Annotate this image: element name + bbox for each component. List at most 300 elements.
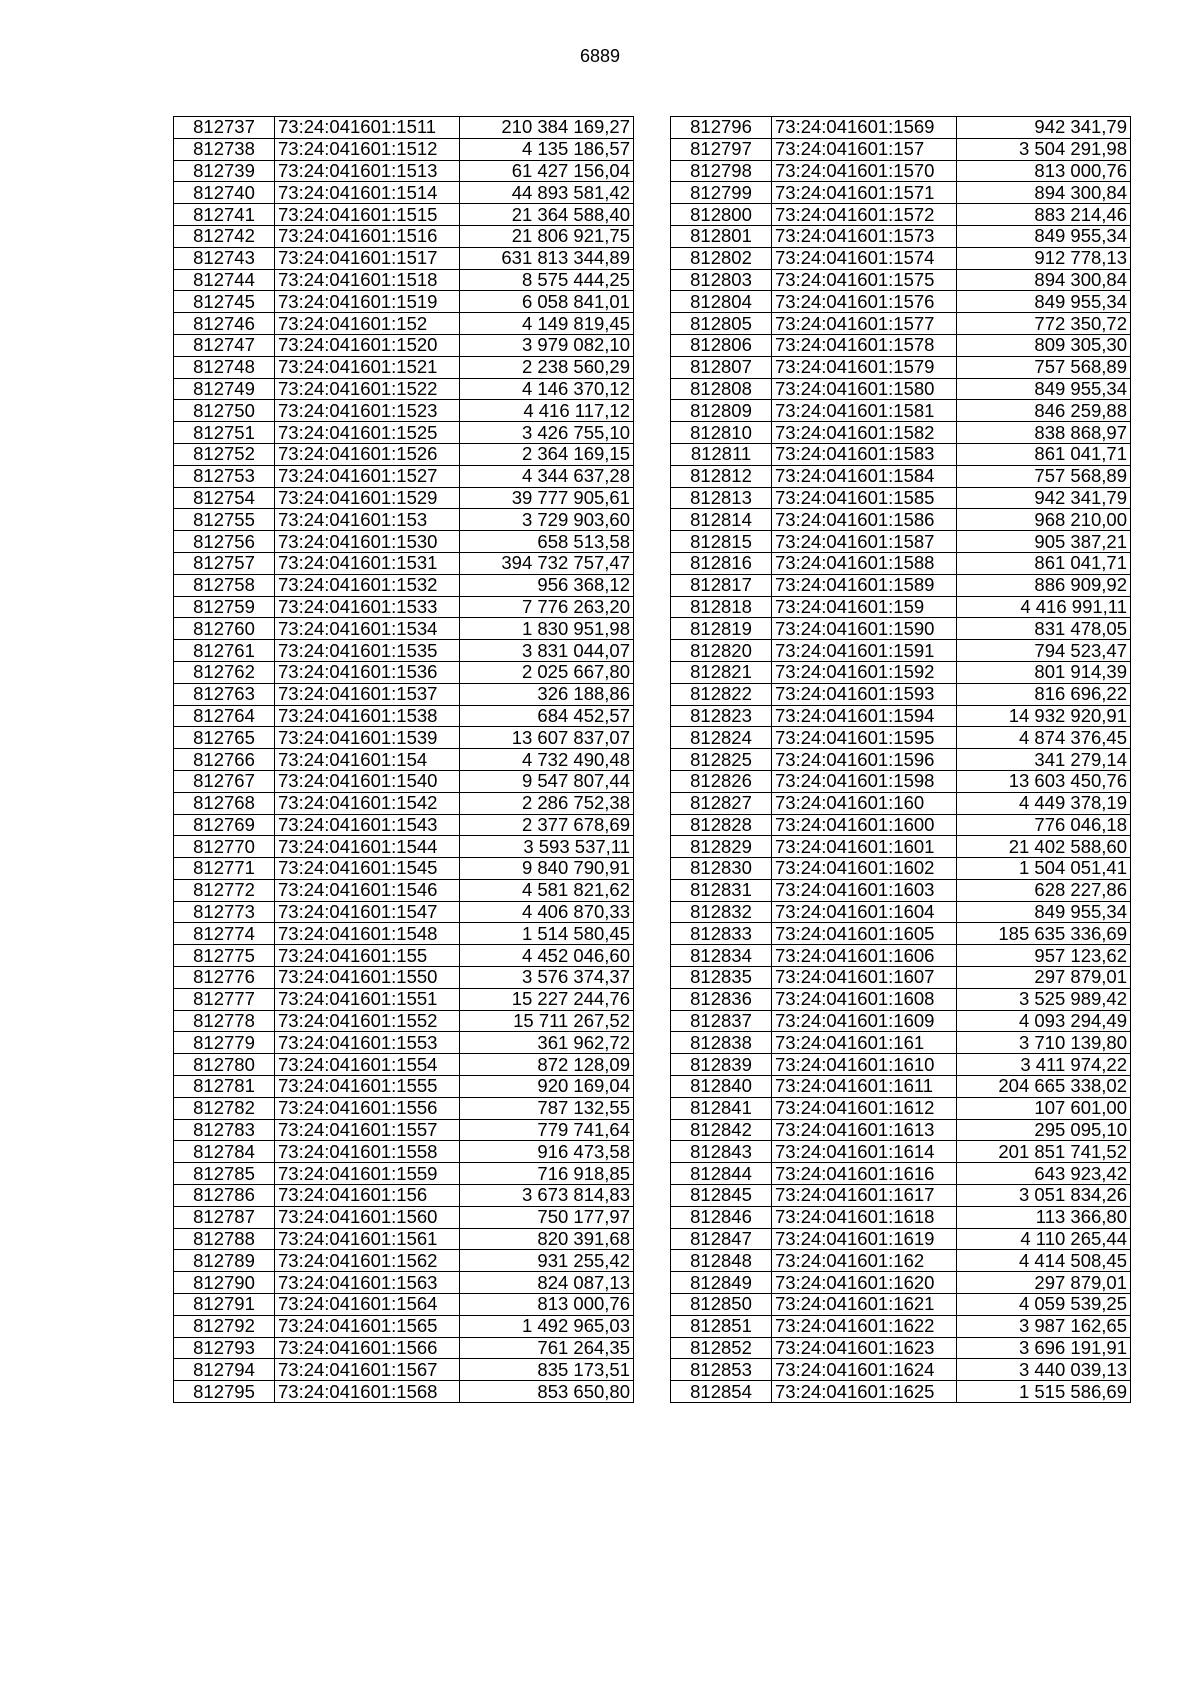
cadastral-number-cell: 73:24:041601:1623 (772, 1337, 957, 1359)
value-cell: 1 492 965,03 (460, 1315, 634, 1337)
value-cell: 846 259,88 (957, 400, 1131, 422)
table-row (174, 727, 634, 749)
value-cell: 210 384 169,27 (460, 117, 634, 139)
cadastral-number-cell: 73:24:041601:1552 (275, 1010, 460, 1032)
cadastral-number-cell: 73:24:041601:1589 (772, 574, 957, 596)
cadastral-number-cell: 73:24:041601:1603 (772, 879, 957, 901)
row-number-cell: 812765 (174, 727, 275, 749)
table-row (174, 531, 634, 553)
row-number-cell: 812763 (174, 683, 275, 705)
value-cell: 942 341,79 (957, 487, 1131, 509)
table-row (174, 1206, 634, 1228)
row-number-cell: 812850 (671, 1294, 772, 1316)
value-cell: 3 440 039,13 (957, 1359, 1131, 1381)
row-number-cell: 812808 (671, 378, 772, 400)
table-row (174, 443, 634, 465)
table-row (671, 1032, 1131, 1054)
value-cell: 894 300,84 (957, 182, 1131, 204)
table-row (671, 509, 1131, 531)
row-number-cell: 812815 (671, 531, 772, 553)
table-row (671, 792, 1131, 814)
value-cell: 931 255,42 (460, 1250, 634, 1272)
table-row (671, 1054, 1131, 1076)
cadastral-number-cell: 73:24:041601:1587 (772, 531, 957, 553)
row-number-cell: 812757 (174, 552, 275, 574)
value-cell: 4 149 819,45 (460, 313, 634, 335)
value-cell: 2 238 560,29 (460, 356, 634, 378)
row-number-cell: 812800 (671, 204, 772, 226)
row-number-cell: 812818 (671, 596, 772, 618)
cadastral-number-cell: 73:24:041601:1604 (772, 901, 957, 923)
table-row (174, 1228, 634, 1250)
table-row (671, 1141, 1131, 1163)
row-number-cell: 812803 (671, 269, 772, 291)
row-number-cell: 812810 (671, 422, 772, 444)
row-number-cell: 812737 (174, 117, 275, 139)
cadastral-number-cell: 73:24:041601:1522 (275, 378, 460, 400)
row-number-cell: 812794 (174, 1359, 275, 1381)
value-cell: 861 041,71 (957, 552, 1131, 574)
table-row (174, 879, 634, 901)
cadastral-number-cell: 73:24:041601:1614 (772, 1141, 957, 1163)
cadastral-number-cell: 73:24:041601:1562 (275, 1250, 460, 1272)
row-number-cell: 812838 (671, 1032, 772, 1054)
table-row (174, 923, 634, 945)
row-number-cell: 812758 (174, 574, 275, 596)
value-cell: 107 601,00 (957, 1097, 1131, 1119)
table-row (671, 640, 1131, 662)
value-cell: 4 059 539,25 (957, 1294, 1131, 1316)
cadastral-number-cell: 73:24:041601:1565 (275, 1315, 460, 1337)
cadastral-number-cell: 73:24:041601:1600 (772, 814, 957, 836)
value-cell: 3 979 082,10 (460, 334, 634, 356)
cadastral-number-cell: 73:24:041601:1619 (772, 1228, 957, 1250)
row-number-cell: 812854 (671, 1381, 772, 1403)
row-number-cell: 812846 (671, 1206, 772, 1228)
row-number-cell: 812811 (671, 443, 772, 465)
value-cell: 4 344 637,28 (460, 465, 634, 487)
table-row (671, 443, 1131, 465)
value-cell: 776 046,18 (957, 814, 1131, 836)
row-number-cell: 812787 (174, 1206, 275, 1228)
table-row (174, 1054, 634, 1076)
row-number-cell: 812769 (174, 814, 275, 836)
right-table (670, 116, 1131, 1403)
table-row (671, 988, 1131, 1010)
table-row (671, 334, 1131, 356)
table-row (174, 1097, 634, 1119)
row-number-cell: 812847 (671, 1228, 772, 1250)
row-number-cell: 812778 (174, 1010, 275, 1032)
row-number-cell: 812844 (671, 1163, 772, 1185)
cadastral-number-cell: 73:24:041601:1591 (772, 640, 957, 662)
table-row (671, 596, 1131, 618)
value-cell: 13 607 837,07 (460, 727, 634, 749)
value-cell: 3 576 374,37 (460, 967, 634, 989)
table-row (174, 378, 634, 400)
table-row (671, 1337, 1131, 1359)
cadastral-number-cell: 73:24:041601:1546 (275, 879, 460, 901)
row-number-cell: 812780 (174, 1054, 275, 1076)
table-row (671, 313, 1131, 335)
value-cell: 853 650,80 (460, 1381, 634, 1403)
table-row (671, 291, 1131, 313)
value-cell: 968 210,00 (957, 509, 1131, 531)
cadastral-number-cell: 73:24:041601:1542 (275, 792, 460, 814)
value-cell: 809 305,30 (957, 334, 1131, 356)
cadastral-number-cell: 73:24:041601:1590 (772, 618, 957, 640)
table-row (174, 967, 634, 989)
table-row (671, 204, 1131, 226)
table-row (671, 967, 1131, 989)
value-cell: 4 135 186,57 (460, 138, 634, 160)
value-cell: 849 955,34 (957, 378, 1131, 400)
row-number-cell: 812807 (671, 356, 772, 378)
row-number-cell: 812744 (174, 269, 275, 291)
row-number-cell: 812774 (174, 923, 275, 945)
table-row (671, 117, 1131, 139)
cadastral-number-cell: 73:24:041601:1517 (275, 247, 460, 269)
cadastral-number-cell: 73:24:041601:1519 (275, 291, 460, 313)
cadastral-number-cell: 73:24:041601:1563 (275, 1272, 460, 1294)
cadastral-number-cell: 73:24:041601:153 (275, 509, 460, 531)
value-cell: 21 402 588,60 (957, 836, 1131, 858)
table-row (174, 552, 634, 574)
value-cell: 849 955,34 (957, 291, 1131, 313)
table-row (174, 356, 634, 378)
value-cell: 61 427 156,04 (460, 160, 634, 182)
value-cell: 21 806 921,75 (460, 225, 634, 247)
table-row (174, 487, 634, 509)
row-number-cell: 812761 (174, 640, 275, 662)
row-number-cell: 812748 (174, 356, 275, 378)
value-cell: 15 711 267,52 (460, 1010, 634, 1032)
value-cell: 816 696,22 (957, 683, 1131, 705)
row-number-cell: 812743 (174, 247, 275, 269)
value-cell: 3 504 291,98 (957, 138, 1131, 160)
table-row (174, 422, 634, 444)
row-number-cell: 812796 (671, 117, 772, 139)
row-number-cell: 812809 (671, 400, 772, 422)
cadastral-number-cell: 73:24:041601:1612 (772, 1097, 957, 1119)
cadastral-number-cell: 73:24:041601:1557 (275, 1119, 460, 1141)
table-row (671, 487, 1131, 509)
table-row (671, 378, 1131, 400)
cadastral-number-cell: 73:24:041601:1558 (275, 1141, 460, 1163)
value-cell: 628 227,86 (957, 879, 1131, 901)
cadastral-number-cell: 73:24:041601:1609 (772, 1010, 957, 1032)
row-number-cell: 812792 (174, 1315, 275, 1337)
row-number-cell: 812784 (174, 1141, 275, 1163)
table-row (671, 247, 1131, 269)
table-row (671, 1315, 1131, 1337)
value-cell: 643 923,42 (957, 1163, 1131, 1185)
value-cell: 4 874 376,45 (957, 727, 1131, 749)
value-cell: 3 426 755,10 (460, 422, 634, 444)
table-row (671, 1097, 1131, 1119)
cadastral-number-cell: 73:24:041601:1581 (772, 400, 957, 422)
cadastral-number-cell: 73:24:041601:1610 (772, 1054, 957, 1076)
cadastral-number-cell: 73:24:041601:1521 (275, 356, 460, 378)
table-row (174, 618, 634, 640)
row-number-cell: 812817 (671, 574, 772, 596)
value-cell: 9 547 807,44 (460, 770, 634, 792)
row-number-cell: 812824 (671, 727, 772, 749)
row-number-cell: 812788 (174, 1228, 275, 1250)
row-number-cell: 812853 (671, 1359, 772, 1381)
row-number-cell: 812753 (174, 465, 275, 487)
row-number-cell: 812775 (174, 945, 275, 967)
cadastral-number-cell: 73:24:041601:1561 (275, 1228, 460, 1250)
value-cell: 185 635 336,69 (957, 923, 1131, 945)
cadastral-number-cell: 73:24:041601:1568 (275, 1381, 460, 1403)
row-number-cell: 812814 (671, 509, 772, 531)
value-cell: 4 416 991,11 (957, 596, 1131, 618)
table-row (671, 618, 1131, 640)
table-row (671, 531, 1131, 553)
table-row (174, 1294, 634, 1316)
value-cell: 2 364 169,15 (460, 443, 634, 465)
value-cell: 956 368,12 (460, 574, 634, 596)
row-number-cell: 812830 (671, 858, 772, 880)
row-number-cell: 812833 (671, 923, 772, 945)
table-row (174, 204, 634, 226)
cadastral-number-cell: 73:24:041601:1538 (275, 705, 460, 727)
row-number-cell: 812826 (671, 770, 772, 792)
value-cell: 9 840 790,91 (460, 858, 634, 880)
row-number-cell: 812793 (174, 1337, 275, 1359)
cadastral-number-cell: 73:24:041601:1531 (275, 552, 460, 574)
row-number-cell: 812839 (671, 1054, 772, 1076)
cadastral-number-cell: 73:24:041601:1598 (772, 770, 957, 792)
value-cell: 4 146 370,12 (460, 378, 634, 400)
cadastral-number-cell: 73:24:041601:1537 (275, 683, 460, 705)
value-cell: 3 729 903,60 (460, 509, 634, 531)
cadastral-number-cell: 73:24:041601:1545 (275, 858, 460, 880)
table-row (671, 400, 1131, 422)
table-row (174, 313, 634, 335)
row-number-cell: 812828 (671, 814, 772, 836)
cadastral-number-cell: 73:24:041601:1514 (275, 182, 460, 204)
table-row (174, 182, 634, 204)
table-row (174, 465, 634, 487)
value-cell: 201 851 741,52 (957, 1141, 1131, 1163)
row-number-cell: 812825 (671, 749, 772, 771)
row-number-cell: 812776 (174, 967, 275, 989)
value-cell: 326 188,86 (460, 683, 634, 705)
cadastral-number-cell: 73:24:041601:1554 (275, 1054, 460, 1076)
row-number-cell: 812840 (671, 1076, 772, 1098)
table-row (174, 1337, 634, 1359)
cadastral-number-cell: 73:24:041601:160 (772, 792, 957, 814)
table-row (671, 705, 1131, 727)
cadastral-number-cell: 73:24:041601:1516 (275, 225, 460, 247)
row-number-cell: 812842 (671, 1119, 772, 1141)
cadastral-number-cell: 73:24:041601:1560 (275, 1206, 460, 1228)
table-row (671, 858, 1131, 880)
cadastral-number-cell: 73:24:041601:1569 (772, 117, 957, 139)
cadastral-number-cell: 73:24:041601:1620 (772, 1272, 957, 1294)
cadastral-number-cell: 73:24:041601:1513 (275, 160, 460, 182)
row-number-cell: 812740 (174, 182, 275, 204)
cadastral-number-cell: 73:24:041601:154 (275, 749, 460, 771)
value-cell: 838 868,97 (957, 422, 1131, 444)
cadastral-number-cell: 73:24:041601:1535 (275, 640, 460, 662)
row-number-cell: 812799 (671, 182, 772, 204)
table-row (174, 792, 634, 814)
row-number-cell: 812841 (671, 1097, 772, 1119)
cadastral-number-cell: 73:24:041601:1602 (772, 858, 957, 880)
row-number-cell: 812798 (671, 160, 772, 182)
left-table (173, 116, 634, 1403)
row-number-cell: 812829 (671, 836, 772, 858)
table-row (671, 574, 1131, 596)
table-row (174, 770, 634, 792)
table-row (174, 291, 634, 313)
table-row (174, 596, 634, 618)
value-cell: 4 093 294,49 (957, 1010, 1131, 1032)
cadastral-number-cell: 73:24:041601:1592 (772, 661, 957, 683)
value-cell: 813 000,76 (957, 160, 1131, 182)
value-cell: 957 123,62 (957, 945, 1131, 967)
table-row (671, 1381, 1131, 1403)
cadastral-number-cell: 73:24:041601:1566 (275, 1337, 460, 1359)
table-row (174, 661, 634, 683)
row-number-cell: 812801 (671, 225, 772, 247)
row-number-cell: 812823 (671, 705, 772, 727)
cadastral-number-cell: 73:24:041601:1518 (275, 269, 460, 291)
value-cell: 912 778,13 (957, 247, 1131, 269)
table-row (671, 1250, 1131, 1272)
value-cell: 14 932 920,91 (957, 705, 1131, 727)
value-cell: 4 406 870,33 (460, 901, 634, 923)
table-row (671, 160, 1131, 182)
row-number-cell: 812822 (671, 683, 772, 705)
value-cell: 787 132,55 (460, 1097, 634, 1119)
cadastral-number-cell: 73:24:041601:1596 (772, 749, 957, 771)
cadastral-number-cell: 73:24:041601:1573 (772, 225, 957, 247)
cadastral-number-cell: 73:24:041601:1574 (772, 247, 957, 269)
table-row (174, 574, 634, 596)
table-row (671, 945, 1131, 967)
row-number-cell: 812772 (174, 879, 275, 901)
row-number-cell: 812779 (174, 1032, 275, 1054)
table-row (671, 836, 1131, 858)
row-number-cell: 812752 (174, 443, 275, 465)
value-cell: 3 525 989,42 (957, 988, 1131, 1010)
table-row (671, 1010, 1131, 1032)
cadastral-number-cell: 73:24:041601:1616 (772, 1163, 957, 1185)
cadastral-number-cell: 73:24:041601:1624 (772, 1359, 957, 1381)
value-cell: 3 710 139,80 (957, 1032, 1131, 1054)
cadastral-number-cell: 73:24:041601:1548 (275, 923, 460, 945)
table-row (174, 1272, 634, 1294)
value-cell: 204 665 338,02 (957, 1076, 1131, 1098)
row-number-cell: 812771 (174, 858, 275, 880)
row-number-cell: 812747 (174, 334, 275, 356)
value-cell: 3 831 044,07 (460, 640, 634, 662)
row-number-cell: 812762 (174, 661, 275, 683)
table-row (174, 1185, 634, 1207)
value-cell: 1 515 586,69 (957, 1381, 1131, 1403)
value-cell: 2 377 678,69 (460, 814, 634, 836)
row-number-cell: 812790 (174, 1272, 275, 1294)
value-cell: 1 830 951,98 (460, 618, 634, 640)
table-row (174, 509, 634, 531)
value-cell: 658 513,58 (460, 531, 634, 553)
cadastral-number-cell: 73:24:041601:1525 (275, 422, 460, 444)
table-row (671, 683, 1131, 705)
row-number-cell: 812738 (174, 138, 275, 160)
row-number-cell: 812745 (174, 291, 275, 313)
value-cell: 21 364 588,40 (460, 204, 634, 226)
table-row (174, 138, 634, 160)
row-number-cell: 812836 (671, 988, 772, 1010)
value-cell: 3 987 162,65 (957, 1315, 1131, 1337)
cadastral-number-cell: 73:24:041601:1523 (275, 400, 460, 422)
cadastral-number-cell: 73:24:041601:159 (772, 596, 957, 618)
table-row (174, 1381, 634, 1403)
table-row (671, 138, 1131, 160)
row-number-cell: 812802 (671, 247, 772, 269)
cadastral-number-cell: 73:24:041601:1605 (772, 923, 957, 945)
cadastral-number-cell: 73:24:041601:1588 (772, 552, 957, 574)
row-number-cell: 812852 (671, 1337, 772, 1359)
value-cell: 7 776 263,20 (460, 596, 634, 618)
row-number-cell: 812797 (671, 138, 772, 160)
table-row (671, 1076, 1131, 1098)
cadastral-number-cell: 73:24:041601:1571 (772, 182, 957, 204)
row-number-cell: 812764 (174, 705, 275, 727)
row-number-cell: 812795 (174, 1381, 275, 1403)
cadastral-number-cell: 73:24:041601:1536 (275, 661, 460, 683)
value-cell: 716 918,85 (460, 1163, 634, 1185)
cadastral-number-cell: 73:24:041601:1550 (275, 967, 460, 989)
value-cell: 757 568,89 (957, 465, 1131, 487)
value-cell: 6 058 841,01 (460, 291, 634, 313)
value-cell: 4 449 378,19 (957, 792, 1131, 814)
table-row (671, 727, 1131, 749)
cadastral-number-cell: 73:24:041601:1579 (772, 356, 957, 378)
value-cell: 631 813 344,89 (460, 247, 634, 269)
value-cell: 849 955,34 (957, 225, 1131, 247)
cadastral-number-cell: 73:24:041601:1578 (772, 334, 957, 356)
cadastral-number-cell: 73:24:041601:1585 (772, 487, 957, 509)
cadastral-number-cell: 73:24:041601:1607 (772, 967, 957, 989)
cadastral-number-cell: 73:24:041601:1601 (772, 836, 957, 858)
value-cell: 831 478,05 (957, 618, 1131, 640)
value-cell: 2 286 752,38 (460, 792, 634, 814)
row-number-cell: 812820 (671, 640, 772, 662)
cadastral-number-cell: 73:24:041601:1622 (772, 1315, 957, 1337)
cadastral-number-cell: 73:24:041601:1618 (772, 1206, 957, 1228)
row-number-cell: 812835 (671, 967, 772, 989)
value-cell: 4 452 046,60 (460, 945, 634, 967)
cadastral-number-cell: 73:24:041601:161 (772, 1032, 957, 1054)
cadastral-number-cell: 73:24:041601:156 (275, 1185, 460, 1207)
value-cell: 44 893 581,42 (460, 182, 634, 204)
cadastral-number-cell: 73:24:041601:1617 (772, 1185, 957, 1207)
value-cell: 4 581 821,62 (460, 879, 634, 901)
cadastral-number-cell: 73:24:041601:1533 (275, 596, 460, 618)
table-row (174, 1163, 634, 1185)
table-row (671, 1163, 1131, 1185)
value-cell: 297 879,01 (957, 1272, 1131, 1294)
table-row (174, 1141, 634, 1163)
row-number-cell: 812805 (671, 313, 772, 335)
cadastral-number-cell: 73:24:041601:1543 (275, 814, 460, 836)
row-number-cell: 812791 (174, 1294, 275, 1316)
